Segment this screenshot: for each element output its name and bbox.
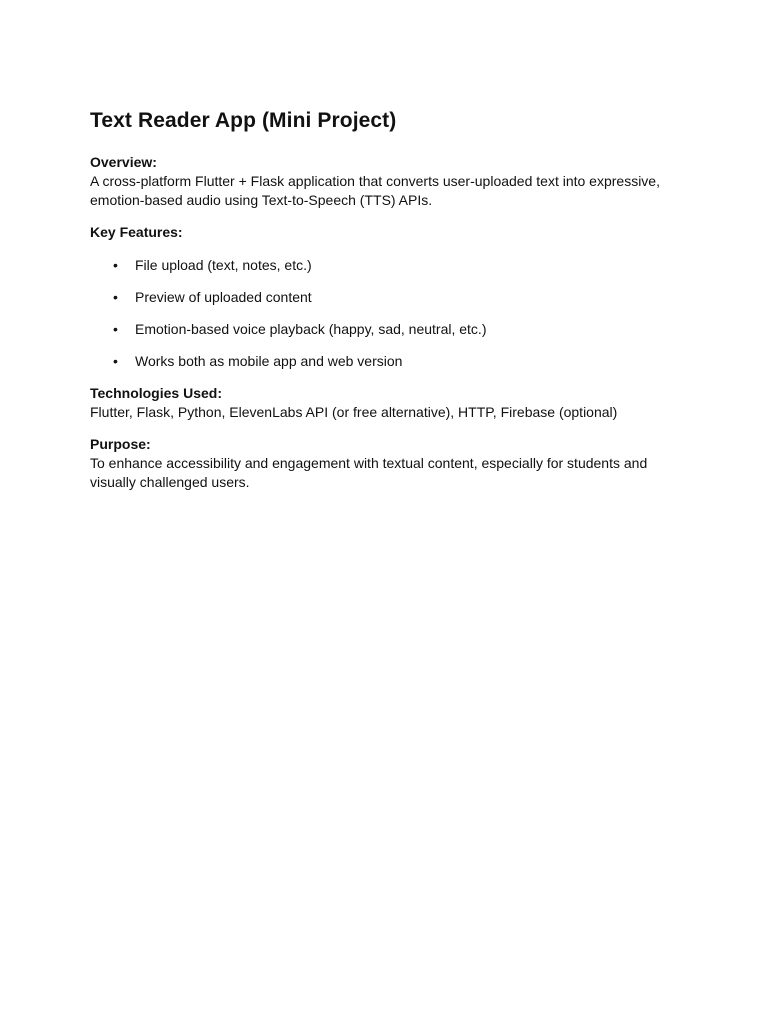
key-features-heading: Key Features: [90,224,183,240]
overview-section [90,153,690,210]
purpose-section [90,435,690,492]
bullet-icon: • [113,257,118,273]
feature-list [90,256,690,371]
feature-text: Works both as mobile app and web version [135,353,403,369]
list-item [90,256,690,275]
technologies-heading: Technologies Used: [90,385,222,401]
technologies-text: Flutter, Flask, Python, ElevenLabs API (or free alternative), HTTP, Firebase (optional) [90,404,618,420]
document-title: Text Reader App (Mini Project) [90,109,397,132]
bullet-icon: • [113,353,118,369]
document-page [90,106,690,505]
purpose-text: To enhance accessibility and engagement with textual content, especially for students and visually challenged users. [90,455,648,490]
purpose-heading: Purpose: [90,436,151,452]
technologies-section [90,384,690,422]
feature-text: Preview of uploaded content [135,289,312,305]
list-item [90,288,690,307]
overview-text: A cross-platform Flutter + Flask application that converts user-uploaded text into expressive, emotion-based audio using Text-to-Speech (TTS) APIs. [90,173,660,208]
feature-text: File upload (text, notes, etc.) [135,257,312,273]
overview-heading: Overview: [90,154,157,170]
feature-text: Emotion-based voice playback (happy, sad, neutral, etc.) [135,321,487,337]
list-item [90,320,690,339]
list-item [90,352,690,371]
bullet-icon: • [113,289,118,305]
key-features-section [90,223,690,371]
bullet-icon: • [113,321,118,337]
